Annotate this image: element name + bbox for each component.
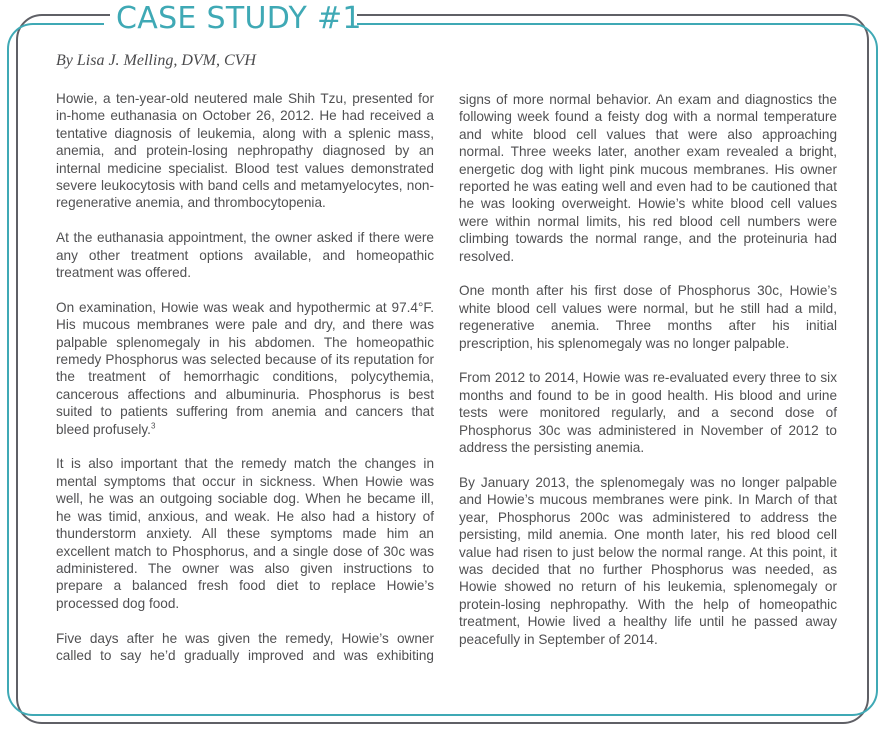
paragraph: Five days after he was given the remedy, Howie’s owner called to say he’d gradually improved and was exhibiting [56, 630, 434, 663]
page-title: CASE STUDY #1 [116, 1, 362, 36]
paragraph: signs of more normal behavior. An exam and diagnostics the following week found a feisty dog with a normal temperature and white blood cell values that were also approaching normal. Three weeks later, another exam revealed a bright, energetic dog with light pink mucous membranes. His owner reported he was eating well and even had to be cautioned that he was looking overweight. Howie’s white blood cell values were within normal limits, his red blood cell numbers were climbing towards the normal range, and the proteinuria had resolved. [459, 92, 837, 264]
right-column [459, 91, 837, 665]
paragraph: By January 2013, the splenomegaly was no longer palpable and Howie’s mucous membranes were pink. In March of that year, Phosphorus 200c was administered to address the persisting, mild anemia. One month later, his red blood cell value had risen to just below the normal range. At this point, it was decided that no further Phosphorus was needed, as Howie showed no return of his leukemia, splenomegaly or protein-losing nephropathy. With the help of homeopathic treatment, Howie lived a healthy life until he passed away peacefully in September of 2014. [459, 474, 837, 647]
author-byline: By Lisa J. Melling, DVM, CVH [56, 52, 256, 69]
title-rule-left-teal [34, 23, 104, 25]
paragraph [56, 299, 434, 438]
paragraph-text: On examination, Howie was weak and hypothermic at 97.4°F. His mucous membranes were pale and dry, and there was palpable splenomegaly in his abdomen. The homeopathic remedy Phosphorus was selected because of its reputation for the treatment of hemorrhagic conditions, polycythemia, cancerous affections and albuminuria. Phosphorus is best suited to patients suffering from anemia and cancers that bleed profusely. [56, 299, 434, 437]
footnote-ref: 3 [150, 421, 156, 431]
paragraph: Howie, a ten-year-old neutered male Shih Tzu, presented for in-home euthanasia on October 26, 2012. He had received a tentative diagnosis of leukemia, along with a splenic mass, anemia, and protein-losing nephropathy diagnosed by an internal medicine specialist. Blood test values demonstrated severe leukocytosis with band cells and metamyelocytes, non-regenerative anemia, and thrombocytopenia. [56, 91, 434, 211]
title-rule-left-gray [42, 14, 110, 16]
paragraph: From 2012 to 2014, Howie was re-evaluated every three to six months and found to be in good health. His blood and urine tests were monitored regularly, and a second dose of Phosphorus 30c was administered in November of 2012 to address the persisting anemia. [459, 370, 837, 456]
paragraph: One month after his first dose of Phosphorus 30c, Howie’s white blood cell values were normal, but he still had a mild, regenerative anemia. Three months after his initial prescription, his splenomegaly was no longer palpable. [459, 283, 837, 351]
paragraph: At the euthanasia appointment, the owner asked if there were any other treatment options available, and homeopathic treatment was offered. [56, 230, 434, 281]
paragraph: It is also important that the remedy match the changes in mental symptoms that occur in sickness. When Howie was well, he was an outgoing sociable dog. When he became ill, he was timid, anxious, and weak. He also had a history of thunderstorm anxiety. All these symptoms made him an excellent match to Phosphorus, and a single dose of 30c was administered. The owner was also given instructions to prepare a balanced fresh food diet to replace Howie’s processed dog food. [56, 456, 434, 611]
left-column [56, 90, 434, 682]
